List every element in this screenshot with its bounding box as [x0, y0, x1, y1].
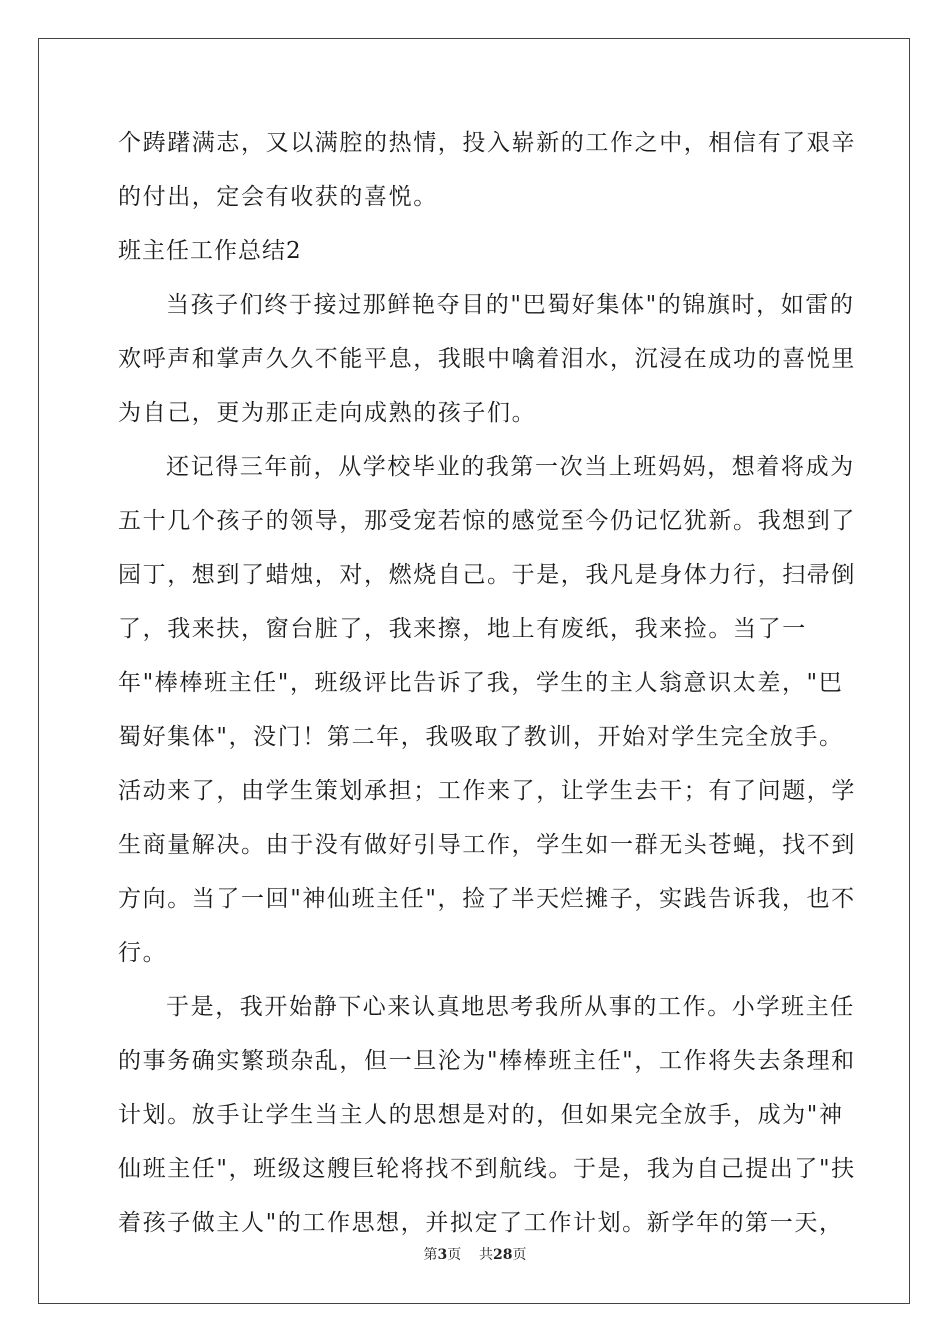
footer-prefix: 第	[423, 1247, 438, 1263]
text-line: 了，我来扶，窗台脏了，我来擦，地上有废纸，我来捡。当了一	[118, 616, 807, 642]
text-line: 还记得三年前，从学校毕业的我第一次当上班妈妈，想着将成为	[166, 454, 855, 480]
text-line: 仙班主任"，班级这艘巨轮将找不到航线。于是，我为自己提出了"扶	[118, 1156, 856, 1182]
text-line: 活动来了，由学生策划承担；工作来了，让学生去干；有了问题，学	[118, 778, 856, 804]
text-line: 方向。当了一回"神仙班主任"，捡了半天烂摊子，实践告诉我，也不	[118, 886, 856, 912]
text-line: 当孩子们终于接过那鲜艳夺目的"巴蜀好集体"的锦旗时，如雷的	[166, 292, 855, 318]
page-number: 3	[437, 1247, 448, 1263]
text-line: 于是，我开始静下心来认真地思考我所从事的工作。小学班主任	[166, 994, 855, 1020]
text-line: 个踌躇满志，又以满腔的热情，投入崭新的工作之中，相信有了艰辛	[118, 130, 856, 156]
text-line: 园丁，想到了蜡烛，对，燃烧自己。于是，我凡是身体力行，扫帚倒	[118, 562, 856, 588]
text-line: 生商量解决。由于没有做好引导工作，学生如一群无头苍蝇，找不到	[118, 832, 856, 858]
document-body	[118, 116, 856, 1250]
text-line: 的付出，定会有收获的喜悦。	[118, 184, 438, 210]
text-line: 年"棒棒班主任"，班级评比告诉了我，学生的主人翁意识太差，"巴	[118, 670, 844, 696]
total-pages: 28	[493, 1247, 513, 1263]
text-line: 为自己，更为那正走向成熟的孩子们。	[118, 400, 537, 426]
footer-total-unit: 页	[512, 1247, 527, 1263]
text-line: 着孩子做主人"的工作思想，并拟定了工作计划。新学年的第一天，	[118, 1210, 844, 1236]
text-line: 欢呼声和掌声久久不能平息，我眼中噙着泪水，沉浸在成功的喜悦里	[118, 346, 856, 372]
text-line: 计划。放手让学生当主人的思想是对的，但如果完全放手，成为"神	[118, 1102, 844, 1128]
footer-total-prefix: 共	[479, 1247, 494, 1263]
text-line: 蜀好集体"，没门！第二年，我吸取了教训，开始对学生完全放手。	[118, 724, 844, 750]
text-line: 的事务确实繁琐杂乱，但一旦沦为"棒棒班主任"，工作将失去条理和	[118, 1048, 856, 1074]
section-heading: 班主任工作总结2	[118, 238, 302, 264]
page-footer	[0, 1244, 950, 1264]
text-line: 五十几个孩子的领导，那受宠若惊的感觉至今仍记忆犹新。我想到了	[118, 508, 856, 534]
text-line: 行。	[118, 940, 168, 966]
footer-page-unit: 页	[447, 1247, 462, 1263]
